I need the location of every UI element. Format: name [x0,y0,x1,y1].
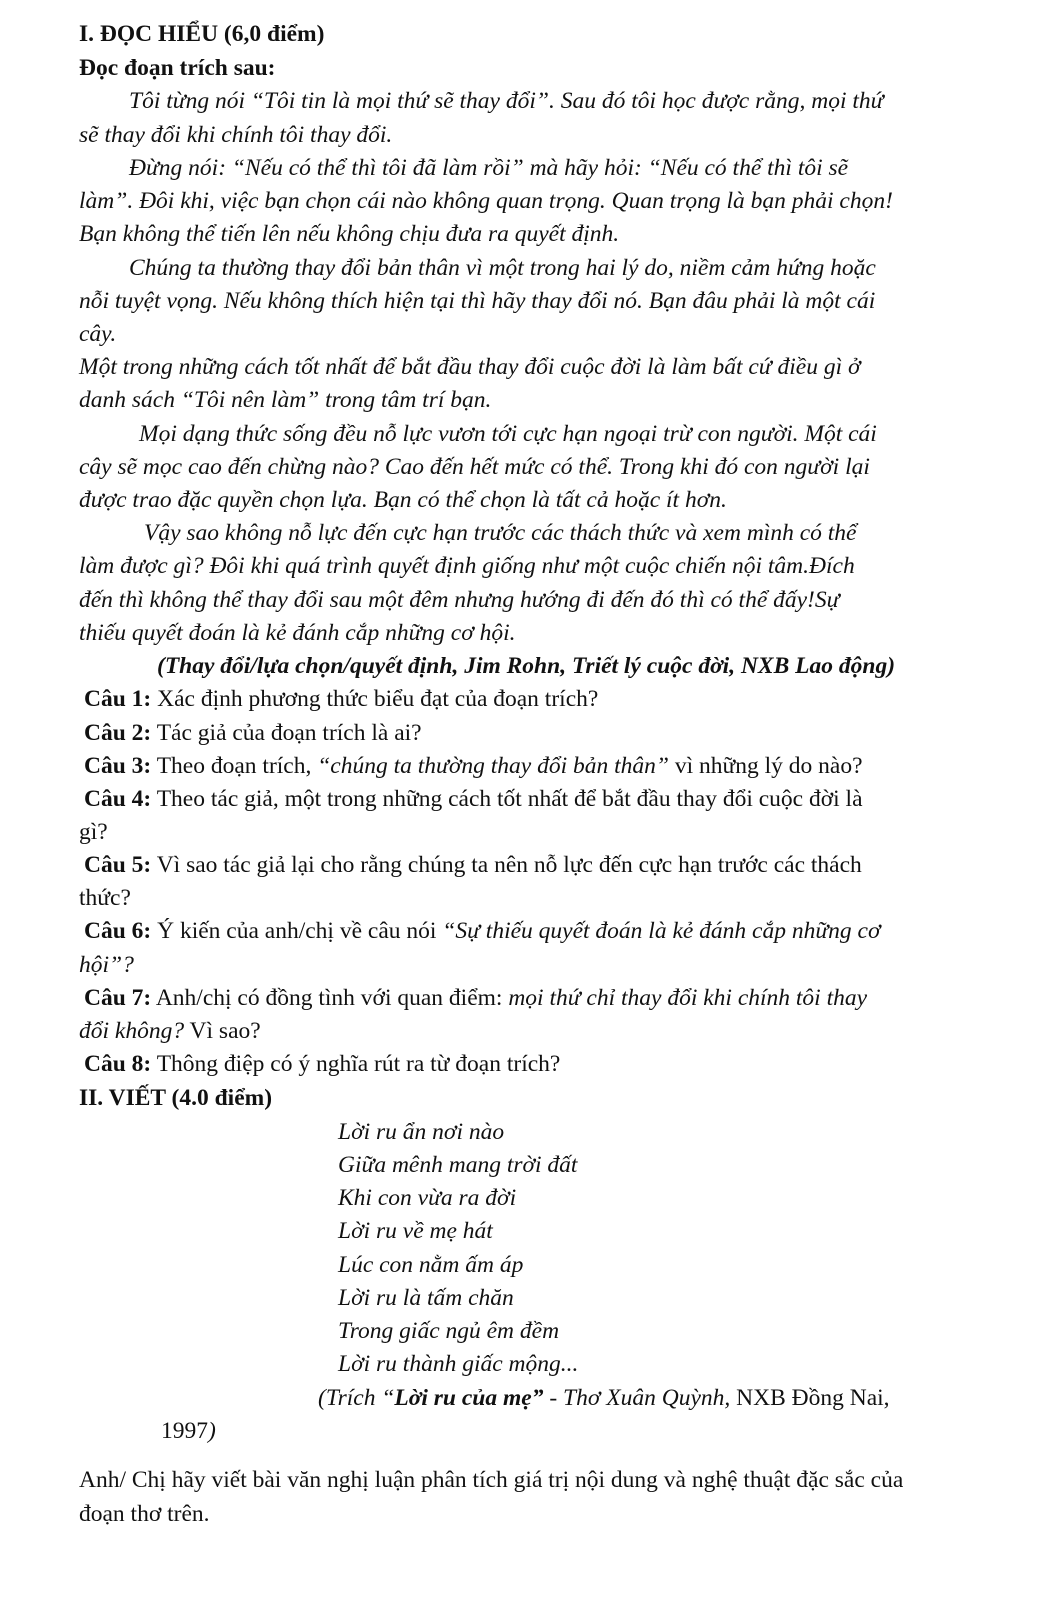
poem-line: Lời ru về mẹ hát [338,1218,493,1244]
passage-line: đến thì không thể thay đổi sau một đêm nhưng hướng đi đến đó thì có thể đấy!Sự [79,587,840,613]
poem-line: Khi con vừa ra đời [338,1185,517,1211]
poem-line: Trong giấc ngủ êm đềm [338,1318,560,1344]
section2-heading: II. VIẾT (4.0 điểm) [79,1085,273,1111]
poem-line: Lời ru là tấm chăn [338,1285,514,1311]
passage-line: Tôi từng nói “Tôi tin là mọi thứ sẽ thay đổi”. Sau đó tôi học được rằng, mọi thứ [129,88,884,114]
question-8: Câu 8: Thông điệp có ý nghĩa rút ra từ đoạn trích? [84,1051,561,1077]
poem-citation: (Trích “Lời ru của mẹ” - Thơ Xuân Quỳnh, NXB Đồng Nai, [318,1385,890,1411]
passage-line: danh sách “Tôi nên làm” trong tâm trí bạn. [79,387,492,413]
passage-line: làm”. Đôi khi, việc bạn chọn cái nào không quan trọng. Quan trọng là bạn phải chọn! [79,188,893,214]
passage-line: Một trong những cách tốt nhất để bắt đầu thay đổi cuộc đời là làm bất cứ điều gì ở [79,354,861,380]
question-2: Câu 2: Tác giả của đoạn trích là ai? [84,720,422,746]
question-5-cont: thức? [79,885,131,911]
question-6: Câu 6: Ý kiến của anh/chị về câu nói “Sự thiếu quyết đoán là kẻ đánh cắp những cơ [84,918,881,944]
question-7-cont: đổi không? Vì sao? [79,1018,261,1044]
passage-line: Chúng ta thường thay đổi bản thân vì một trong hai lý do, niềm cảm hứng hoặc [129,255,876,281]
poem-line: Giữa mênh mang trời đất [338,1152,578,1178]
writing-task: Anh/ Chị hãy viết bài văn nghị luận phân tích giá trị nội dung và nghệ thuật đặc sắc của [79,1467,904,1493]
passage-line: cây. [79,321,117,347]
section1-heading: I. ĐỌC HIỂU (6,0 điểm) [79,21,325,47]
poem-line: Lúc con nằm ấm áp [338,1252,524,1278]
question-4-cont: gì? [79,819,108,845]
poem-line: Lời ru thành giấc mộng... [338,1351,579,1377]
passage-line: Mọi dạng thức sống đều nỗ lực vươn tới cực hạn ngoại trừ con người. Một cái [139,421,877,447]
writing-task-cont: đoạn thơ trên. [79,1501,210,1527]
poem-citation-year: 1997) [161,1418,216,1444]
passage-line: Đừng nói: “Nếu có thể thì tôi đã làm rồi” mà hãy hỏi: “Nếu có thể thì tôi sẽ [129,155,849,181]
passage-line: sẽ thay đổi khi chính tôi thay đổi. [79,122,393,148]
passage-line: làm được gì? Đôi khi quá trình quyết định giống như một cuộc chiến nội tâm.Đích [79,553,855,579]
question-6-cont: hội”? [79,952,134,978]
passage-line: thiếu quyết đoán là kẻ đánh cắp những cơ hội. [79,620,516,646]
passage-instruction: Đọc đoạn trích sau: [79,55,276,81]
question-4: Câu 4: Theo tác giả, một trong những cách tốt nhất để bắt đầu thay đổi cuộc đời là [84,786,863,812]
question-7: Câu 7: Anh/chị có đồng tình với quan điểm: mọi thứ chỉ thay đổi khi chính tôi thay [84,985,868,1011]
question-5: Câu 5: Vì sao tác giả lại cho rằng chúng ta nên nỗ lực đến cực hạn trước các thách [84,852,862,878]
poem-line: Lời ru ẩn nơi nào [338,1119,505,1145]
question-1: Câu 1: Xác định phương thức biểu đạt của đoạn trích? [84,686,599,712]
passage-source: (Thay đổi/lựa chọn/quyết định, Jim Rohn, Triết lý cuộc đời, NXB Lao động) [157,653,896,679]
question-3: Câu 3: Theo đoạn trích, “chúng ta thường thay đổi bản thân” vì những lý do nào? [84,753,863,779]
passage-line: nỗi tuyệt vọng. Nếu không thích hiện tại thì hãy thay đổi nó. Bạn đâu phải là một cái [79,288,876,314]
passage-line: Vậy sao không nỗ lực đến cực hạn trước các thách thức và xem mình có thể [144,520,857,546]
passage-line: được trao đặc quyền chọn lựa. Bạn có thể chọn là tất cả hoặc ít hơn. [79,487,727,513]
passage-line: Bạn không thể tiến lên nếu không chịu đưa ra quyết định. [79,221,620,247]
passage-line: cây sẽ mọc cao đến chừng nào? Cao đến hết mức có thể. Trong khi đó con người lại [79,454,870,480]
